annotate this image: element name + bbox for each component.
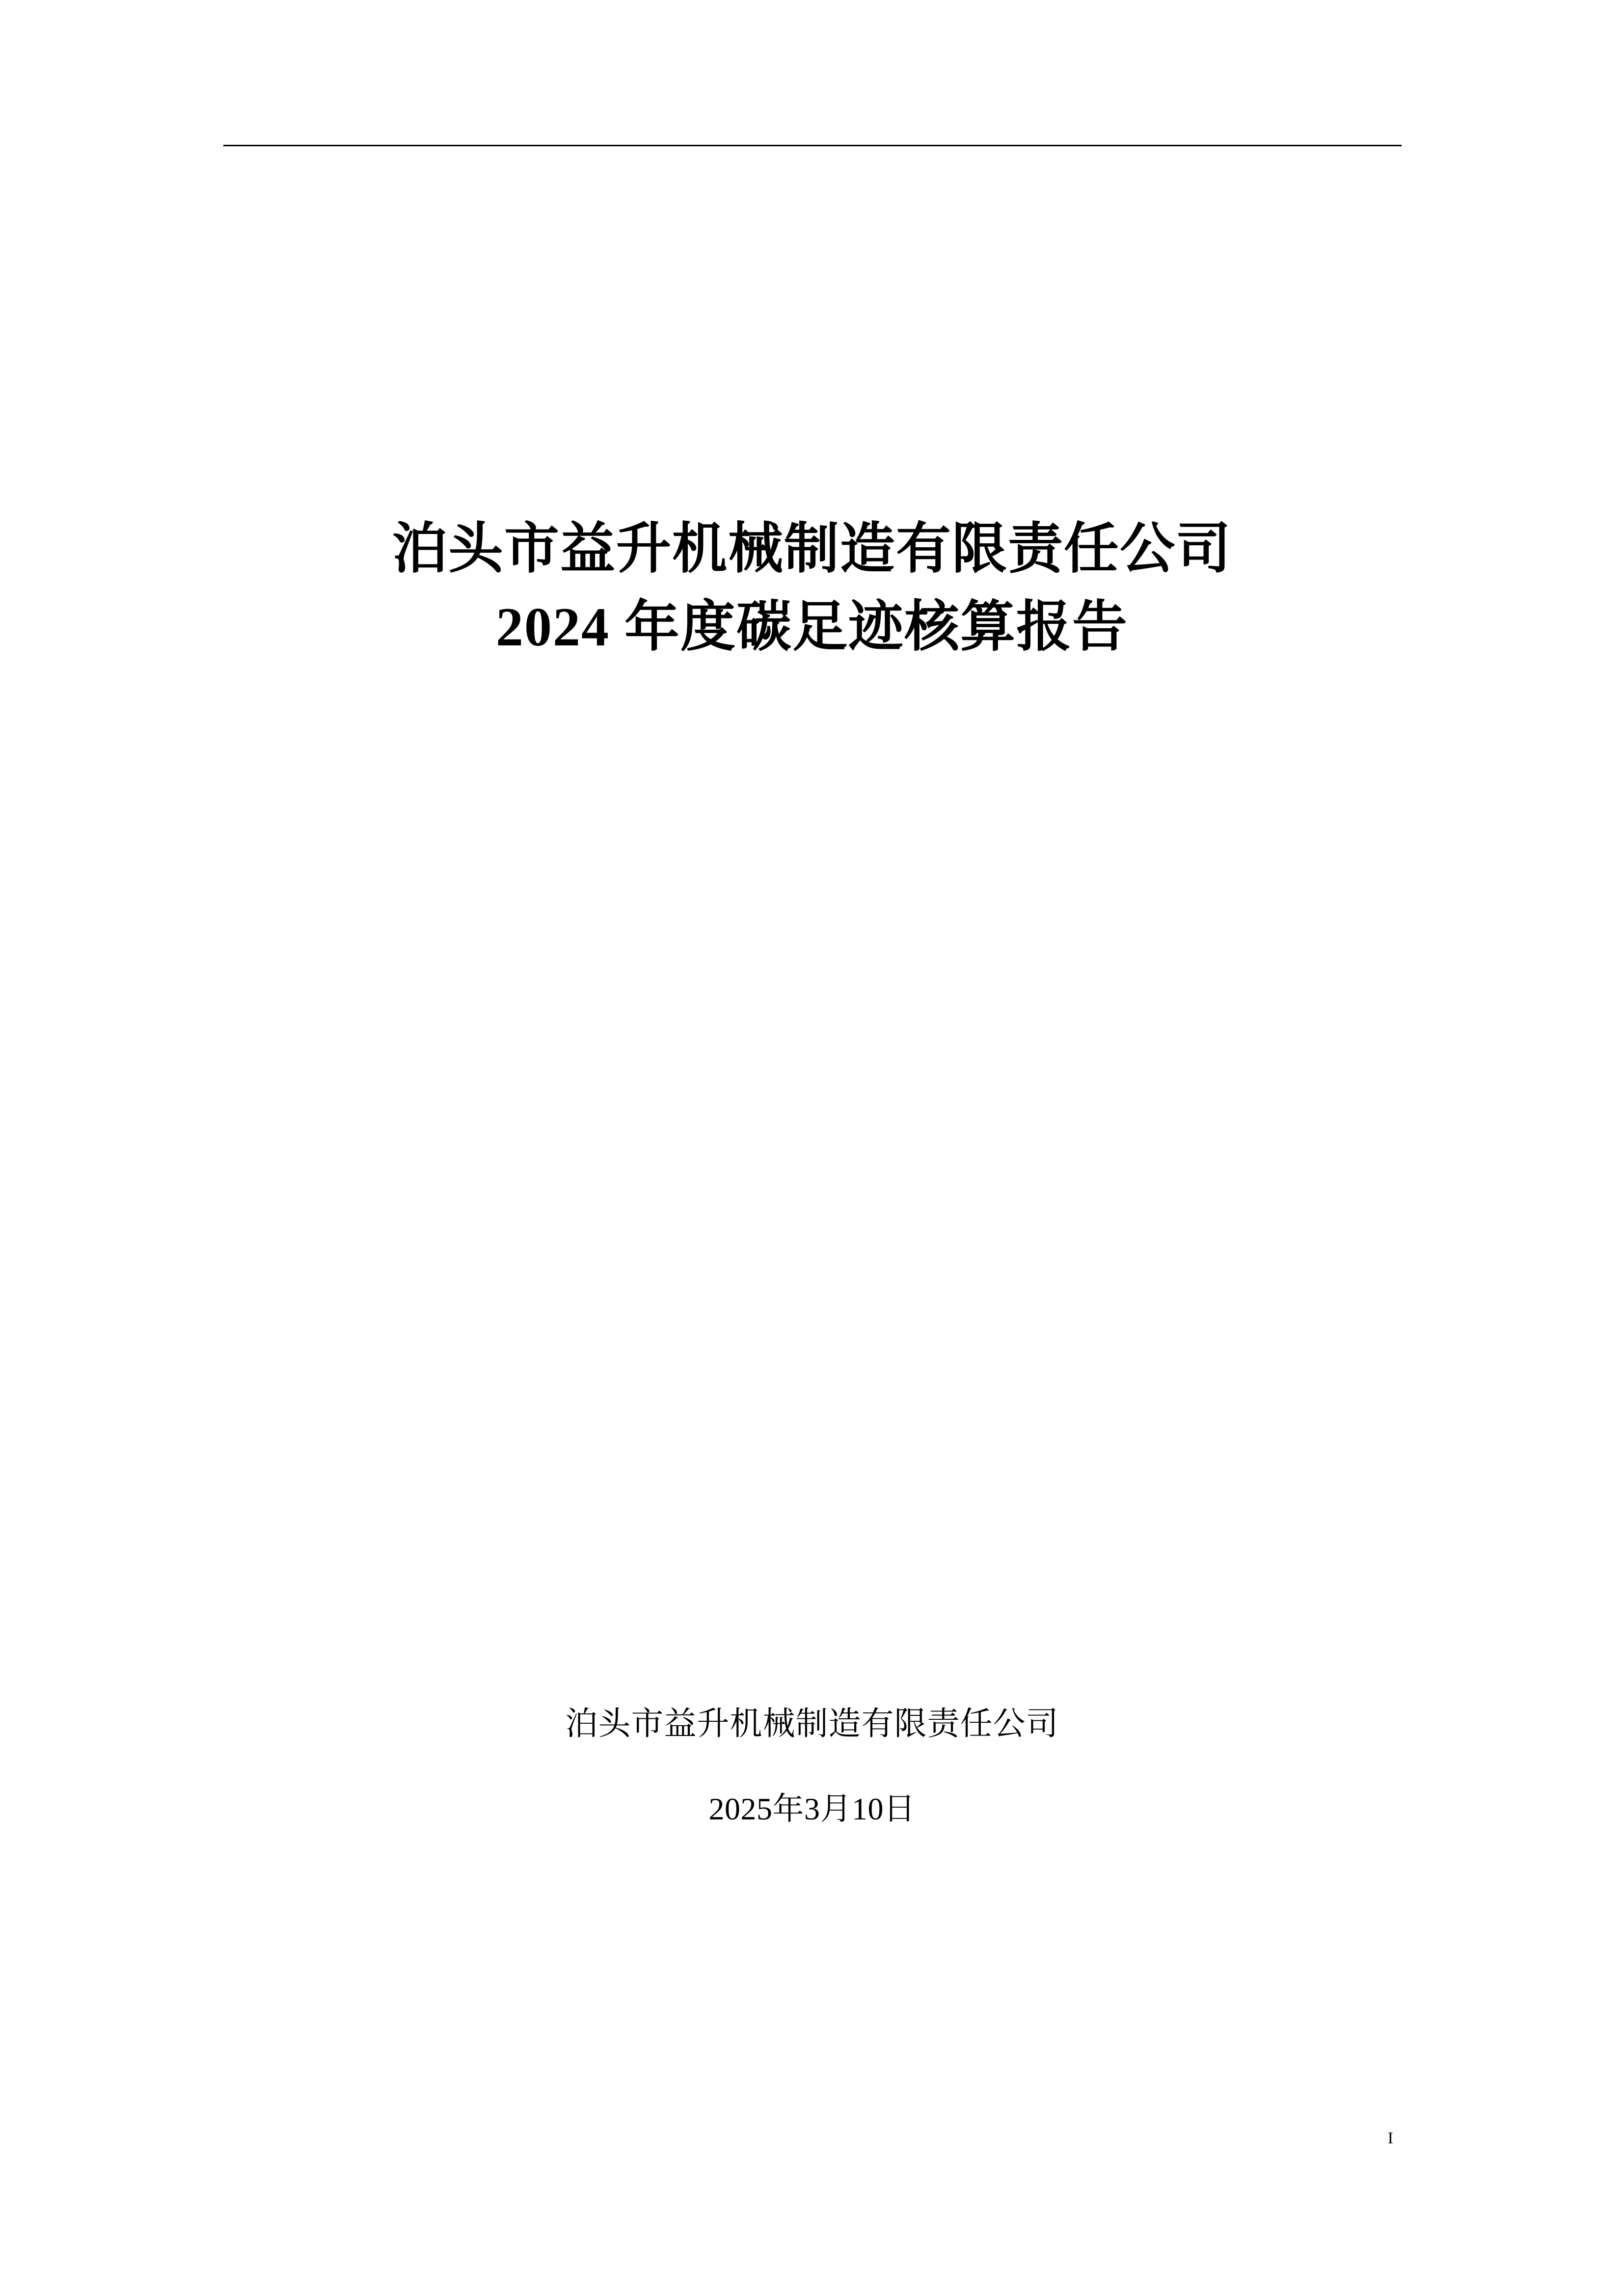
page-title-line-2: 2024 年度碳足迹核算报告 [496,597,1128,658]
cover-title-block [0,510,1624,667]
cover-issuer-block [0,1693,1624,1839]
page-title-line-1: 泊头市益升机械制造有限责任公司 [392,519,1232,580]
header-divider [223,145,1402,146]
issuer-date: 2025年3月10日 [708,1791,916,1827]
issuer-name: 泊头市益升机械制造有限责任公司 [565,1706,1059,1742]
page-number: I [1387,2129,1393,2147]
